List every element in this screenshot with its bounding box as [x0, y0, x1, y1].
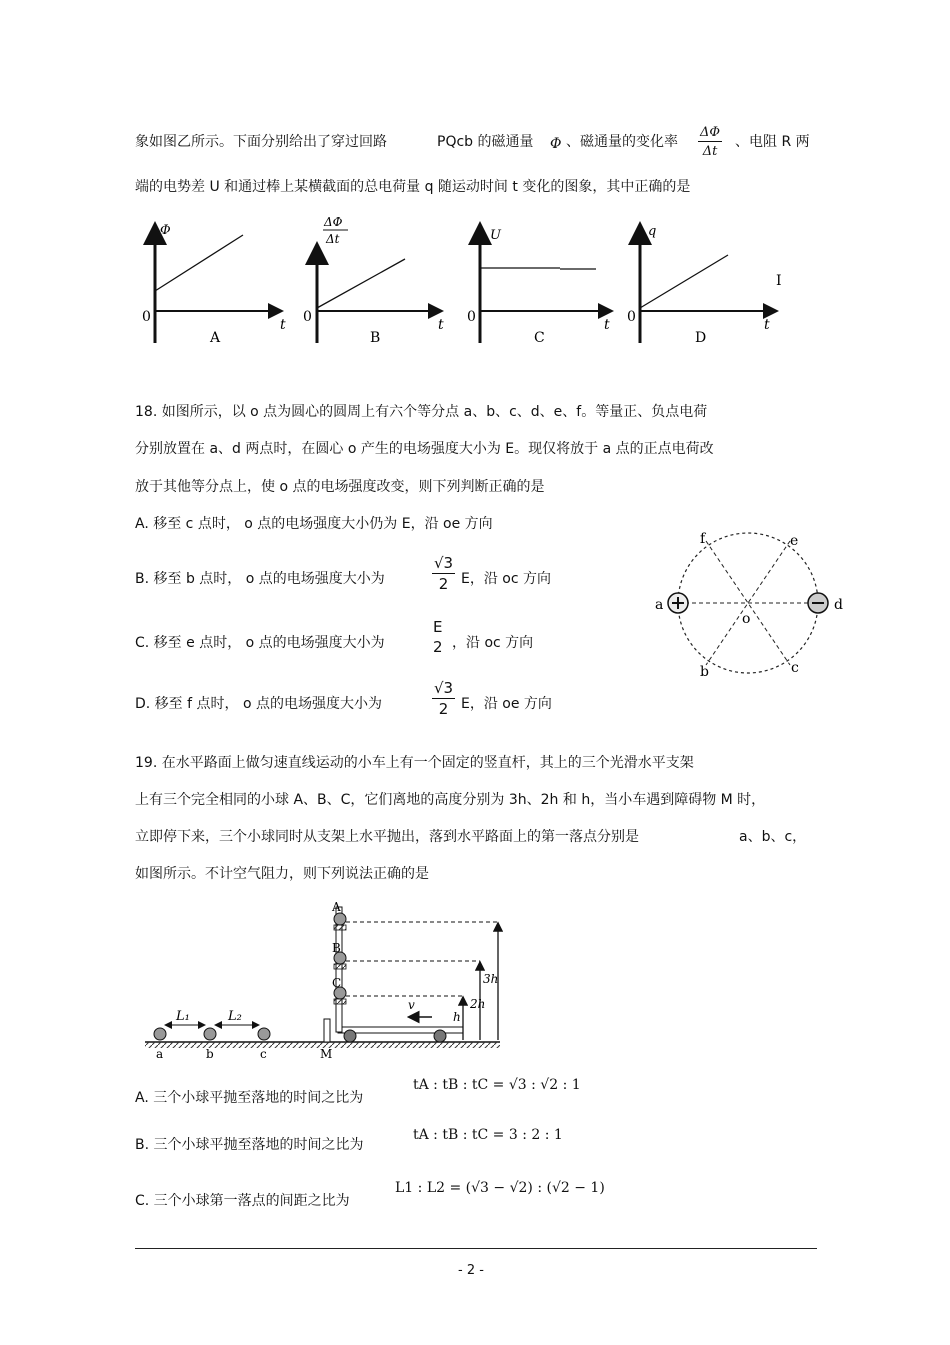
- graph-d: [627, 224, 775, 346]
- point-f-label: f: [700, 531, 706, 547]
- ball-c: [258, 1028, 270, 1040]
- q18-option-c-den: 2: [432, 638, 443, 656]
- graph-a-caption: A: [210, 330, 221, 346]
- point-b-label: b: [700, 664, 709, 680]
- label-l1: L₁: [176, 1009, 190, 1024]
- intro-line2: 端的电势差 U 和通过棒上某横截面的总电荷量 q 随运动时间 t 变化的图象，其中正确的是: [135, 179, 691, 195]
- q19-option-b-text: B. 三个小球平抛至落地的时间之比为: [135, 1137, 364, 1153]
- intro-line1-d: 、电阻 R 两: [735, 134, 810, 150]
- graph-c-origin: 0: [467, 309, 476, 325]
- footer-rule: [135, 1248, 817, 1249]
- graph-c: [467, 227, 610, 346]
- charge-circle-figure: [650, 525, 850, 685]
- graph-d-xlabel: t: [764, 317, 770, 333]
- phi-symbol: Φ: [550, 136, 562, 152]
- stray-mark: I: [776, 273, 782, 289]
- label-b: b: [206, 1047, 214, 1061]
- label-v: v: [408, 998, 415, 1012]
- intro-line1-b: PQcb 的磁通量: [437, 134, 534, 150]
- point-o-label: o: [742, 611, 751, 627]
- graph-d-ylabel: q: [648, 224, 657, 239]
- q18-option-b-num: √3: [434, 554, 454, 572]
- label-l2: L₂: [228, 1009, 242, 1024]
- graph-b-origin: 0: [303, 309, 312, 325]
- q18-line1: 18. 如图所示，以 o 点为圆心的圆周上有六个等分点 a、b、c、d、e、f。等量正、负点电荷: [135, 404, 708, 420]
- graph-c-xlabel: t: [604, 317, 610, 333]
- q18-option-c-pre: C. 移至 e 点时， o 点的电场强度大小为: [135, 635, 385, 651]
- q18-option-d-num: √3: [434, 679, 454, 697]
- q18-option-d-fraction: [432, 681, 455, 717]
- graph-b-ylabel-num: ΔΦ: [324, 215, 343, 229]
- q19-option-a-text: A. 三个小球平抛至落地的时间之比为: [135, 1090, 364, 1106]
- label-ball-c: C: [332, 976, 342, 990]
- q18-option-d-pre: D. 移至 f 点时， o 点的电场强度大小为: [135, 696, 382, 712]
- label-ball-b: B: [332, 941, 341, 955]
- q18-line3: 放于其他等分点上，使 o 点的电场强度改变，则下列判断正确的是: [135, 479, 545, 495]
- q18-option-d-post: E，沿 oe 方向: [461, 696, 552, 712]
- graph-a-ylabel: Φ: [160, 223, 171, 238]
- q18-option-d-den: 2: [438, 700, 449, 718]
- graph-b-ylabel-den: Δt: [326, 232, 340, 246]
- q19-line4: 如图所示。不计空气阻力，则下列说法正确的是: [135, 866, 429, 882]
- label-c: c: [260, 1047, 267, 1061]
- q19-line1: 19. 在水平路面上做匀速直线运动的小车上有一个固定的竖直杆，其上的三个光滑水平支架: [135, 755, 694, 771]
- label-3h: 3h: [483, 972, 499, 986]
- graph-a-xlabel: t: [280, 317, 286, 333]
- graph-b-caption: B: [370, 330, 381, 346]
- cart-wheel-left: [344, 1030, 356, 1042]
- ball-a: [154, 1028, 166, 1040]
- q18-line2: 分别放置在 a、d 两点时，在圆心 o 产生的电场强度大小为 E。现仅将放于 a 点的正点电荷改: [135, 441, 714, 457]
- q19-option-b-formula: tA : tB : tC = 3 : 2 : 1: [413, 1127, 563, 1143]
- graph-b-line: [317, 259, 405, 308]
- cart-figure: [140, 895, 520, 1065]
- graph-a-origin: 0: [142, 309, 151, 325]
- label-m: M: [320, 1047, 333, 1061]
- ball-b: [204, 1028, 216, 1040]
- q19-line3-a: 立即停下来，三个小球同时从支架上水平抛出，落到水平路面上的第一落点分别是: [135, 829, 639, 845]
- cart-wheel-right: [434, 1030, 446, 1042]
- q19-option-c-text: C. 三个小球第一落点的间距之比为: [135, 1193, 350, 1209]
- graph-a-line: [155, 235, 243, 291]
- graph-c-ylabel: U: [490, 228, 501, 243]
- graph-c-caption: C: [534, 330, 545, 346]
- page-number: - 2 -: [458, 1263, 484, 1278]
- graph-d-line: [640, 255, 728, 308]
- graph-a: [142, 223, 286, 346]
- flux-rate-numerator: ΔΦ: [700, 125, 721, 140]
- q19-option-c-formula: L1 : L2 = (√3 − √2) : (√2 − 1): [395, 1180, 605, 1196]
- ball-a-on-pole: [334, 913, 346, 925]
- q19-line3-b: a、b、c，: [739, 829, 807, 845]
- intro-line1-a: 象如图乙所示。下面分别给出了穿过回路: [135, 134, 387, 150]
- label-2h: 2h: [470, 997, 486, 1011]
- q19-line2: 上有三个完全相同的小球 A、B、C，它们离地的高度分别为 3h、2h 和 h，当小车遇到障碍物 M 时，: [135, 792, 766, 808]
- q18-option-c-num: E: [433, 618, 443, 636]
- point-e-label: e: [790, 533, 799, 549]
- graph-b-xlabel: t: [438, 317, 444, 333]
- graph-d-origin: 0: [627, 309, 636, 325]
- q18-option-b-den: 2: [438, 575, 449, 593]
- point-d-label: d: [834, 597, 843, 613]
- point-c-label: c: [791, 660, 799, 676]
- label-a: a: [156, 1047, 164, 1061]
- graph-d-caption: D: [695, 330, 707, 346]
- q18-option-b-post: E，沿 oc 方向: [461, 571, 552, 587]
- label-ball-a: A: [332, 900, 341, 914]
- obstacle-m: [324, 1019, 330, 1042]
- q18-option-c-fraction: [431, 620, 444, 655]
- q18-option-c-post: ，沿 oc 方向: [452, 635, 534, 651]
- graphs-figure: [140, 215, 820, 355]
- flux-rate-fraction: [698, 126, 722, 158]
- q18-option-b-fraction: [432, 556, 455, 592]
- q18-option-b-pre: B. 移至 b 点时， o 点的电场强度大小为: [135, 571, 385, 587]
- q19-option-a-formula: tA : tB : tC = √3 : √2 : 1: [413, 1077, 581, 1093]
- graph-b: [303, 215, 444, 346]
- point-a-label: a: [655, 597, 664, 613]
- q18-option-a: A. 移至 c 点时， o 点的电场强度大小仍为 E，沿 oe 方向: [135, 516, 493, 532]
- intro-line1-c: 、磁通量的变化率: [566, 134, 678, 150]
- flux-rate-denominator: Δt: [702, 144, 718, 159]
- label-h: h: [453, 1010, 461, 1024]
